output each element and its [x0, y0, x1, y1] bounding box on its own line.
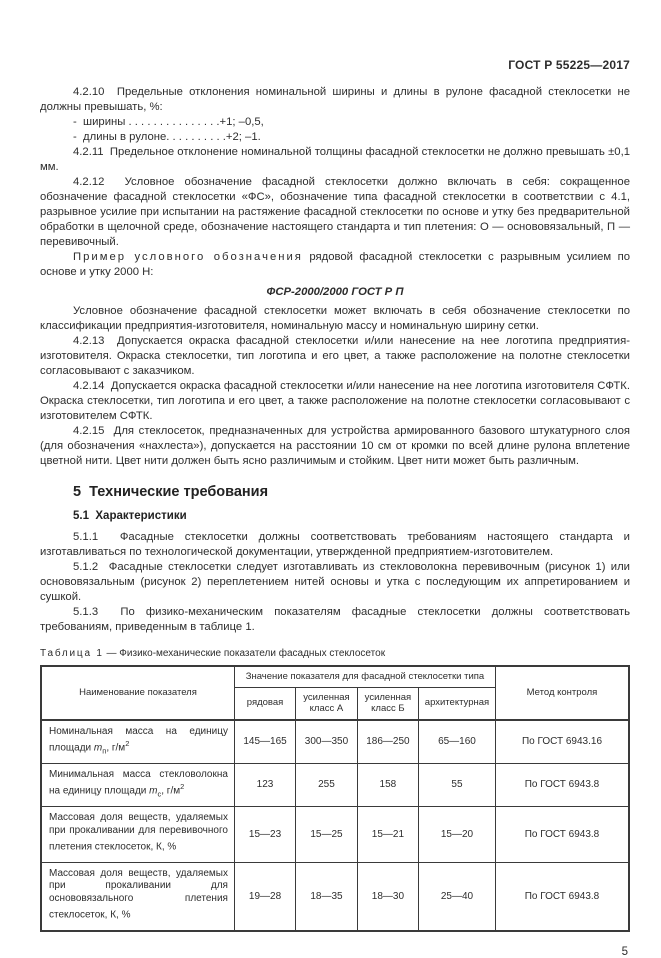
table-row	[41, 763, 629, 806]
paragraph-4-2-14: 4.2.14 Допускается окраска фасадной стеклосетки и/или нанесение на нее логотипа изготовителя СФТК. Окраска стеклосетки, тип логотипа и его цвет, а также расположение на полотне стеклосетки согласовывают с изготовителем СФТК.	[40, 380, 630, 422]
row-name-nominal-mass: Номинальная масса на единицу площади $m_п$, $г/м^2$	[41, 720, 234, 764]
table-row	[41, 720, 629, 764]
paragraph-5-1-2: 5.1.2 Фасадные стеклосетки следует изготавливать из стекловолокна перевивочным (рисунок 1) или основовязальным (рисунок 2) переплетением нитей основы и утка с последующим их аппретированием и сушкой.	[40, 561, 630, 603]
example-intro-label: Пример условного обозначения	[73, 251, 303, 263]
paragraph-4-2-15: 4.2.15 Для стеклосеток, предназначенных для устройства армированного базового штукатурного слоя (для обозначения «нахлеста»), допускается на расстоянии 10 см от кромки по всей длине рулона вплетение цветной нити. Цвет нити должен быть ясно различимым и стойким. Цвет нити может быть различным.	[40, 425, 630, 467]
paragraph-designation-note: Условное обозначение фасадной стеклосетки может включать в себя обозначение стеклосетки по классификации предприятия-изготовителя, номинальную массу и номинальную ширину сетки.	[40, 305, 630, 332]
col-header-name: Наименование показателя	[41, 666, 234, 720]
cell-value: 15—20	[418, 807, 495, 863]
table-title-label: Таблица 1	[40, 648, 104, 659]
physical-indicators-table	[40, 665, 630, 932]
paragraph-4-2-13: 4.2.13 Допускается окраска фасадной стеклосетки и/или нанесение на нее логотипа предприятия-изготовителя. Окраска стеклосетки, тип логотипа и его цвет, а также расположение на полотне стеклосетки согласовывают с заказчиком.	[40, 335, 630, 377]
cell-value: 18—35	[296, 862, 358, 931]
cell-value: 15—25	[296, 807, 358, 863]
paragraph-4-2-11: 4.2.11 Предельное отклонение номинальной толщины фасадной стеклосетки не должно превышать ±0,1 мм.	[40, 146, 630, 173]
cell-value: 255	[296, 763, 358, 806]
example-intro-rest: рядовой фасадной стеклосетки с разрывным усилием по основе и утку 2000 Н:	[40, 251, 630, 278]
row-name-mass-fraction-twist: Массовая доля веществ, удаляемых при прокаливании для перевивочного плетения стеклосеток, К, %	[41, 807, 234, 863]
subsection-heading: 5.1 Характеристики	[73, 510, 187, 522]
page-number: 5	[621, 946, 628, 958]
table-title	[40, 647, 630, 660]
col-header-reinforced-a: усиленная класс А	[296, 687, 358, 720]
paragraph-5-1-3: 5.1.3 По физико-механическим показателям фасадные стеклосетки должны соответствовать требованиям, приведенным в таблице 1.	[40, 606, 630, 633]
designation-example: ФСР-2000/2000 ГОСТ Р П	[266, 286, 404, 298]
cell-value: 15—21	[357, 807, 418, 863]
col-header-method: Метод контроля	[495, 666, 629, 720]
table-title-rest: — Физико-механические показатели фасадных стеклосеток	[103, 648, 386, 659]
cell-method: По ГОСТ 6943.16	[495, 720, 629, 764]
cell-value: 19—28	[234, 862, 295, 931]
cell-value: 18—30	[357, 862, 418, 931]
cell-value: 55	[418, 763, 495, 806]
cell-value: 186—250	[357, 720, 418, 764]
section-heading: 5 Технические требования	[73, 484, 269, 500]
row-name-mass-fraction-warp: Массовая доля веществ, удаляемых при прокаливании для основовязального плетения стеклосеток, К, %	[41, 862, 234, 931]
cell-value: 25—40	[418, 862, 495, 931]
cell-value: 123	[234, 763, 295, 806]
cell-value: 65—160	[418, 720, 495, 764]
col-header-reinforced-b: усиленная класс Б	[357, 687, 418, 720]
cell-value: 300—350	[296, 720, 358, 764]
page-content	[40, 85, 630, 958]
table-row	[41, 807, 629, 863]
cell-value: 15—23	[234, 807, 295, 863]
leader-line-width: - ширины . . . . . . . . . . . . . . .+1; –0,5,	[73, 116, 264, 128]
paragraph-4-2-10: 4.2.10 Предельные отклонения номинальной ширины и длины в рулоне фасадной стеклосетки не должны превышать, %:	[40, 86, 630, 113]
variable-symbol: m	[93, 742, 103, 754]
example-intro	[40, 250, 630, 280]
paragraph-4-2-12: 4.2.12 Условное обозначение фасадной стеклосетки должно включать в себя: сокращенное обозначение фасадной стеклосетки «ФС», обозначение типа фасадной стеклосетки в соответствии с 4.1, разрывное усилие при испытании на растяжение фасадной стеклосетки по основе и утку без предварительной обработки в щелочной среде, обозначение настоящего стандарта и тип плетения: О — основовязальный, П — перевивочный.	[40, 176, 630, 248]
variable-symbol: m	[149, 785, 158, 797]
cell-method: По ГОСТ 6943.8	[495, 862, 629, 931]
row-name-minimal-mass: Минимальная масса стекловолокна на единицу площади $m_с$, $г/м^2$	[41, 763, 234, 806]
leader-line-length: - длины в рулоне. . . . . . . . . .+2; –1.	[73, 131, 261, 143]
col-header-ordinary: рядовая	[234, 687, 295, 720]
table-row	[41, 862, 629, 931]
cell-method: По ГОСТ 6943.8	[495, 763, 629, 806]
col-header-architectural: архитектурная	[418, 687, 495, 720]
cell-method: По ГОСТ 6943.8	[495, 807, 629, 863]
paragraph-5-1-1: 5.1.1 Фасадные стеклосетки должны соответствовать требованиям настоящего стандарта и изготавливаться по технологической документации, утвержденной предприятием-изготовителем.	[40, 531, 630, 558]
cell-value: 145—165	[234, 720, 295, 764]
col-header-value-group: Значение показателя для фасадной стеклосетки типа	[234, 666, 495, 687]
cell-value: 158	[357, 763, 418, 806]
running-header: ГОСТ Р 55225—2017	[508, 58, 630, 72]
